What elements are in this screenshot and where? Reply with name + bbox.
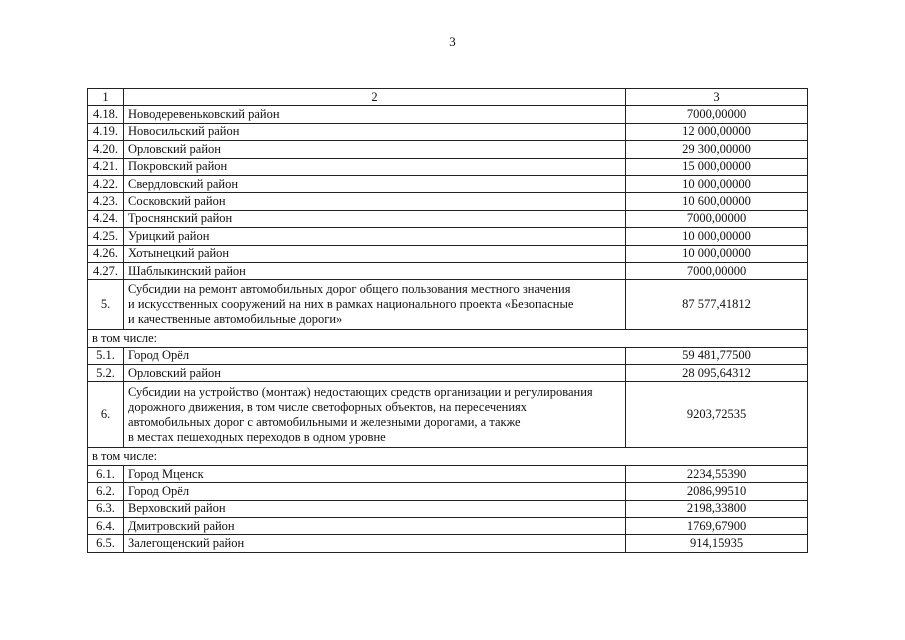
row-value: 28 095,64312 — [626, 365, 808, 382]
row-value: 12 000,00000 — [626, 123, 808, 140]
section-6-row — [88, 382, 808, 448]
row-name: Орловский район — [124, 365, 626, 382]
row-number: 4.18. — [88, 106, 124, 123]
row-value: 914,15935 — [626, 535, 808, 552]
section-5-line: и качественные автомобильные дороги» — [128, 312, 343, 327]
row-value: 7000,00000 — [626, 106, 808, 123]
row-name: Город Мценск — [124, 465, 626, 482]
row-name: Новосильский район — [124, 123, 626, 140]
section-5-row — [88, 280, 808, 330]
column-header-1: 1 — [88, 89, 124, 106]
table-row — [88, 123, 808, 140]
table-row — [88, 347, 808, 364]
row-number: 5.1. — [88, 347, 124, 364]
table-row — [88, 175, 808, 192]
row-number: 4.27. — [88, 262, 124, 279]
row-name: Шаблыкинский район — [124, 262, 626, 279]
table-row — [88, 193, 808, 210]
row-number: 4.25. — [88, 228, 124, 245]
row-name: Хотынецкий район — [124, 245, 626, 262]
row-value: 7000,00000 — [626, 262, 808, 279]
section-6-line: в местах пешеходных переходов в одном уровне — [128, 429, 386, 444]
table-row — [88, 518, 808, 535]
row-name: Верховский район — [124, 500, 626, 517]
row-number: 4.20. — [88, 141, 124, 158]
section-5-subheader: в том числе: — [88, 330, 808, 347]
table-row — [88, 535, 808, 552]
header-row — [88, 89, 808, 106]
row-value: 1769,67900 — [626, 518, 808, 535]
row-number: 4.26. — [88, 245, 124, 262]
row-name: Новодеревеньковский район — [124, 106, 626, 123]
table-row — [88, 228, 808, 245]
section-6-subheader-row — [88, 448, 808, 465]
table-row — [88, 245, 808, 262]
column-header-3: 3 — [626, 89, 808, 106]
row-number: 4.22. — [88, 175, 124, 192]
section-6-value: 9203,72535 — [626, 382, 808, 448]
section-5-line: Субсидии на ремонт автомобильных дорог общего пользования местного значения — [128, 282, 571, 297]
table-row — [88, 465, 808, 482]
row-number: 4.23. — [88, 193, 124, 210]
row-name: Свердловский район — [124, 175, 626, 192]
section-6-line: автомобильных дорог с автомобильными и железными дорогами, а также — [128, 414, 521, 429]
page-number: 3 — [449, 34, 456, 49]
table-row — [88, 262, 808, 279]
row-number: 6.2. — [88, 483, 124, 500]
row-value: 10 000,00000 — [626, 245, 808, 262]
table-row — [88, 158, 808, 175]
column-header-2: 2 — [124, 89, 626, 106]
row-value: 2198,33800 — [626, 500, 808, 517]
row-number: 6.4. — [88, 518, 124, 535]
section-6-description — [124, 382, 626, 448]
row-value: 7000,00000 — [626, 210, 808, 227]
section-5-value: 87 577,41812 — [626, 280, 808, 330]
row-name: Покровский район — [124, 158, 626, 175]
section-5-line: и искусственных сооружений на них в рамках национального проекта «Безопасные — [128, 297, 574, 312]
section-6-line: дорожного движения, в том числе светофорных объектов, на пересечениях — [128, 399, 528, 414]
row-value: 29 300,00000 — [626, 141, 808, 158]
row-number: 4.19. — [88, 123, 124, 140]
row-name: Залегощенский район — [124, 535, 626, 552]
row-value: 2086,99510 — [626, 483, 808, 500]
row-number: 4.21. — [88, 158, 124, 175]
row-value: 10 600,00000 — [626, 193, 808, 210]
table-row — [88, 141, 808, 158]
table-row — [88, 500, 808, 517]
row-name: Дмитровский район — [124, 518, 626, 535]
subsidy-table — [87, 88, 808, 553]
section-6-line: Субсидии на устройство (монтаж) недостающих средств организации и регулирования — [128, 384, 593, 399]
row-name: Город Орёл — [124, 347, 626, 364]
section-5-number: 5. — [88, 280, 124, 330]
row-value: 2234,55390 — [626, 465, 808, 482]
row-name: Сосковский район — [124, 193, 626, 210]
row-number: 6.5. — [88, 535, 124, 552]
row-number: 5.2. — [88, 365, 124, 382]
section-5-subheader-row — [88, 330, 808, 347]
row-value: 59 481,77500 — [626, 347, 808, 364]
row-value: 10 000,00000 — [626, 228, 808, 245]
table-row — [88, 483, 808, 500]
row-number: 6.3. — [88, 500, 124, 517]
table-row — [88, 210, 808, 227]
row-number: 6.1. — [88, 465, 124, 482]
row-value: 10 000,00000 — [626, 175, 808, 192]
section-6-subheader: в том числе: — [88, 448, 808, 465]
row-name: Орловский район — [124, 141, 626, 158]
row-value: 15 000,00000 — [626, 158, 808, 175]
table-row — [88, 106, 808, 123]
row-name: Урицкий район — [124, 228, 626, 245]
table-row — [88, 365, 808, 382]
section-6-number: 6. — [88, 382, 124, 448]
row-name: Город Орёл — [124, 483, 626, 500]
row-number: 4.24. — [88, 210, 124, 227]
row-name: Троснянский район — [124, 210, 626, 227]
section-5-description — [124, 280, 626, 330]
